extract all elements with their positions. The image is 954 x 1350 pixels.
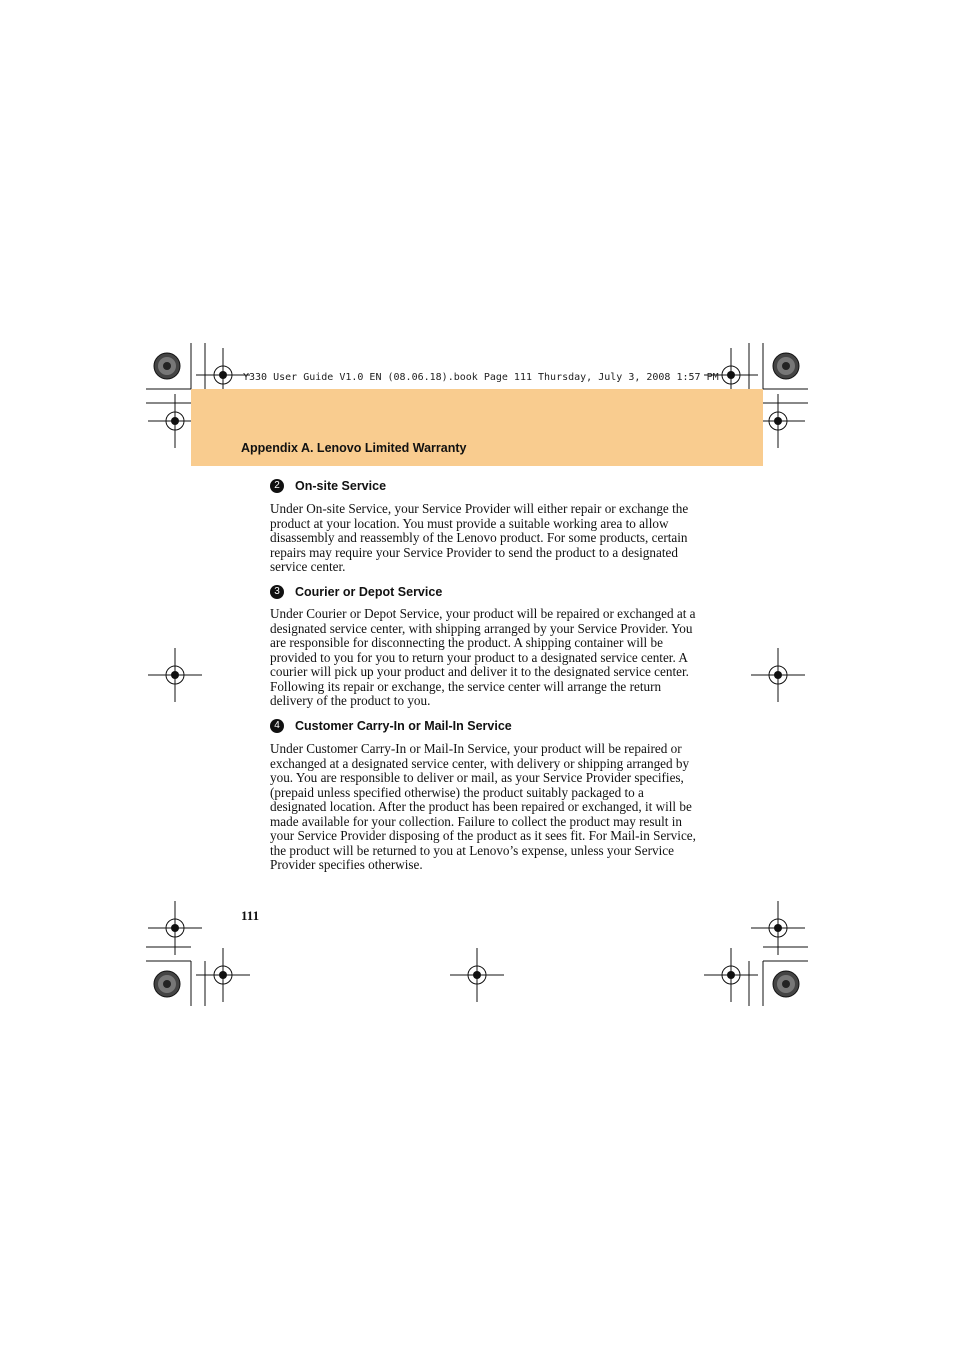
page-number: 111: [241, 908, 260, 923]
number-badge: 3: [270, 585, 284, 599]
section-heading-text: On-site Service: [295, 479, 387, 493]
section-heading-text: Customer Carry-In or Mail-In Service: [295, 719, 512, 733]
file-info-line: Y330 User Guide V1.0 EN (08.06.18).book Page 111 Thursday, July 3, 2008 1:57 PM: [243, 372, 719, 383]
number-badge: 4: [270, 719, 284, 733]
page-header-title: Appendix A. Lenovo Limited Warranty: [241, 441, 467, 455]
number-badge: 2: [270, 479, 284, 493]
section-body-on-site: Under On-site Service, your Service Provider will either repair or exchange the product at your location. You must provide a suitable working area to allow disassembly and reassembly of the Lenovo product. For some products, certain repairs may require your Service Provider to send the product to a designated service center.: [270, 501, 689, 574]
section-heading-courier-depot: [270, 585, 442, 599]
section-body-courier-depot: Under Courier or Depot Service, your product will be repaired or exchanged at a designated service center, with shipping arranged by your Service Provider. You are responsible for disconnecting the product. A shipping container will be provided to you for you to return your product to a designated service center. A courier will pick up your product and deliver it to the designated service center. Following its repair or exchange, the service center will arrange the return delivery of the product to you.: [270, 606, 696, 708]
section-heading-carry-in-mail-in: [270, 719, 512, 733]
section-body-carry-in-mail-in: Under Customer Carry-In or Mail-In Service, your product will be repaired or exchanged at a designated service center, with delivery or shipping arranged by you. You are responsible to deliver or mail, as your Service Provider specifies, (prepaid unless specified otherwise) the product suitably packaged to a designated location. After the product has been repaired or exchanged, it will be made available for your collection. Failure to collect the product may result in your Service Provider disposing of the product as it sees fit. For Mail-in Service, the product will be returned to you at Lenovo’s expense, unless your Service Provider specifies otherwise.: [270, 741, 696, 872]
section-heading-on-site: [270, 479, 386, 493]
section-heading-text: Courier or Depot Service: [295, 585, 443, 599]
